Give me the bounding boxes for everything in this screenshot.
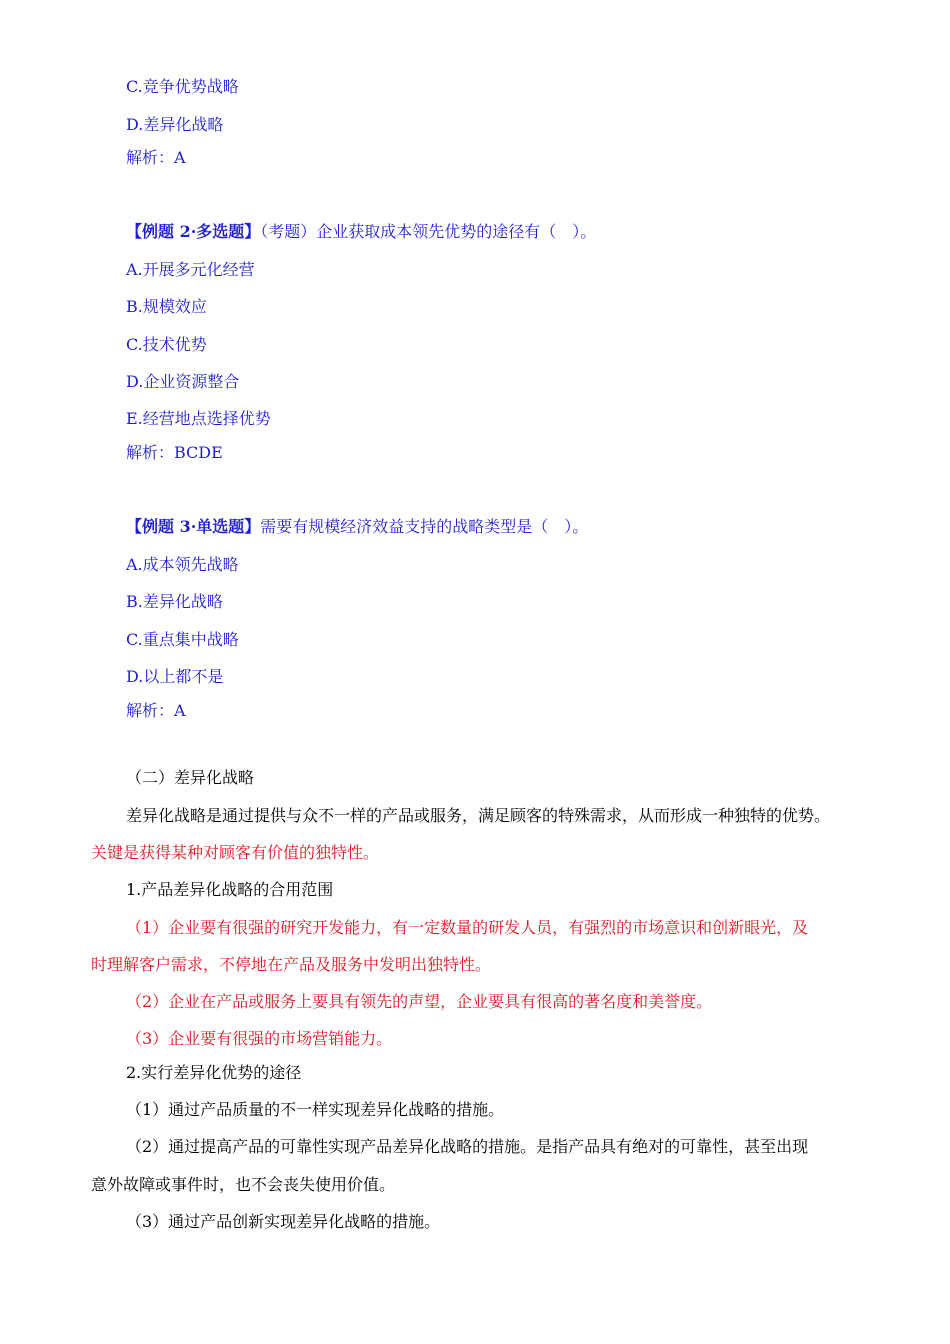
- q2-title: [126, 222, 596, 242]
- sub1-item3: （3）企业要有很强的市场营销能力。: [126, 1029, 393, 1048]
- sub2-item2-line2: 意外故障或事件时，也不会丧失使用价值。: [91, 1175, 396, 1194]
- q3-option-b: B.差异化战略: [126, 592, 223, 611]
- q2-option-b: B.规模效应: [126, 297, 207, 316]
- sub1-heading: 1.产品差异化战略的合用范围: [126, 880, 334, 899]
- sub1-item1-line2: 时理解客户需求，不停地在产品及服务中发明出独特性。: [91, 955, 492, 974]
- section-intro-line1: 差异化战略是通过提供与众不一样的产品或服务，满足顾客的特殊需求，从而形成一种独特的优势。: [126, 806, 831, 825]
- q3-title-text: 需要有规模经济效益支持的战略类型是（ ）。: [260, 517, 589, 536]
- sub1-item2: （2）企业在产品或服务上要具有领先的声望，企业要具有很高的著名度和美誉度。: [126, 992, 713, 1011]
- q3-option-d: D.以上都不是: [126, 667, 224, 686]
- q2-option-c: C.技术优势: [126, 335, 207, 354]
- q3-title: [126, 517, 588, 537]
- q3-option-c: C.重点集中战略: [126, 630, 239, 649]
- q1-answer: 解析：A: [126, 148, 186, 167]
- sub2-item2-line1: （2）通过提高产品的可靠性实现产品差异化战略的措施。是指产品具有绝对的可靠性，甚至出现: [126, 1137, 809, 1156]
- section-heading: （二）差异化战略: [126, 768, 255, 787]
- q1-option-d: D.差异化战略: [126, 115, 224, 134]
- q3-answer: 解析：A: [126, 701, 186, 720]
- q2-title-tag: 【例题 2·多选题】: [126, 222, 261, 241]
- q2-option-d: D.企业资源整合: [126, 372, 240, 391]
- q2-option-e: E.经营地点选择优势: [126, 409, 271, 428]
- sub2-item1: （1）通过产品质量的不一样实现差异化战略的措施。: [126, 1100, 505, 1119]
- q2-option-a: A.开展多元化经营: [126, 260, 255, 279]
- section-intro-line2: 关键是获得某种对顾客有价值的独特性。: [91, 843, 380, 862]
- q2-title-text: （考题）企业获取成本领先优势的途径有（ ）。: [260, 222, 597, 241]
- q3-option-a: A.成本领先战略: [126, 555, 239, 574]
- q3-title-tag: 【例题 3·单选题】: [126, 517, 261, 536]
- sub2-heading: 2.实行差异化优势的途径: [126, 1063, 302, 1082]
- sub1-item1-line1: （1）企业要有很强的研究开发能力，有一定数量的研发人员，有强烈的市场意识和创新眼光，及: [126, 918, 809, 937]
- sub2-item3: （3）通过产品创新实现差异化战略的措施。: [126, 1212, 441, 1231]
- q1-option-c: C.竞争优势战略: [126, 77, 239, 96]
- q2-answer: 解析：BCDE: [126, 443, 223, 462]
